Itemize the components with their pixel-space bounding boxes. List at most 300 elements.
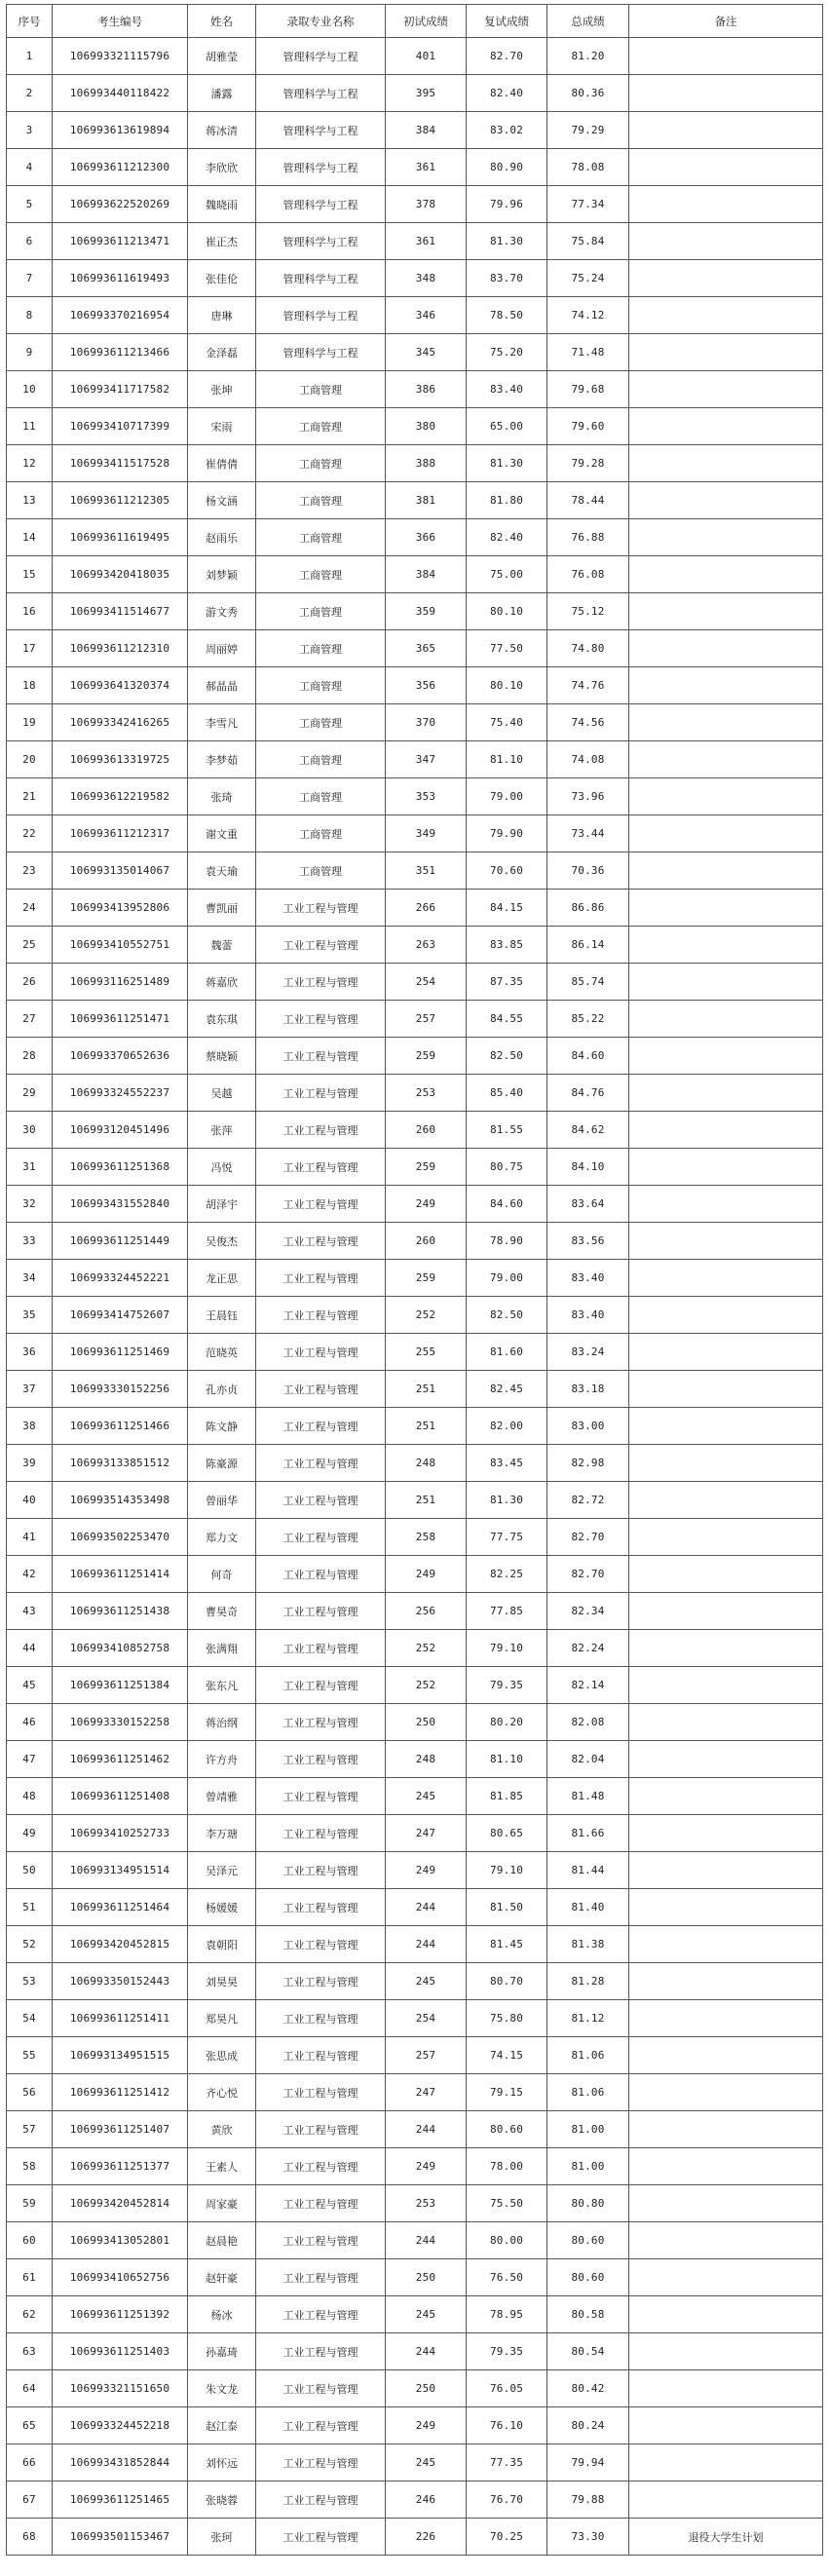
cell-retest-score: 80.20: [467, 1704, 547, 1741]
cell-name: 范晓英: [188, 1334, 256, 1371]
cell-candidate-id: 106993611251384: [53, 1667, 188, 1704]
cell-major: 工业工程与管理: [256, 1186, 386, 1223]
cell-major: 管理科学与工程: [256, 297, 386, 334]
cell-name: 杨文涵: [188, 482, 256, 519]
cell-candidate-id: 106993611212310: [53, 630, 188, 667]
cell-total-score: 81.66: [547, 1815, 629, 1852]
cell-major: 工业工程与管理: [256, 2259, 386, 2296]
cell-remarks: [629, 1149, 823, 1186]
cell-retest-score: 81.45: [467, 1926, 547, 1963]
cell-major: 工业工程与管理: [256, 1112, 386, 1149]
cell-candidate-id: 106993330152258: [53, 1704, 188, 1741]
cell-total-score: 82.04: [547, 1741, 629, 1778]
cell-total-score: 74.56: [547, 704, 629, 741]
cell-index: 57: [7, 2111, 53, 2148]
cell-name: 张思成: [188, 2037, 256, 2074]
cell-retest-score: 79.10: [467, 1630, 547, 1667]
table-row: [7, 1445, 823, 1482]
cell-name: 赵江泰: [188, 2407, 256, 2444]
cell-initial-score: 257: [386, 2037, 467, 2074]
cell-index: 64: [7, 2370, 53, 2407]
cell-retest-score: 80.90: [467, 149, 547, 186]
cell-total-score: 81.48: [547, 1778, 629, 1815]
cell-major: 工业工程与管理: [256, 2074, 386, 2111]
cell-candidate-id: 106993613319725: [53, 741, 188, 778]
cell-name: 张佳伦: [188, 260, 256, 297]
cell-name: 李万瑭: [188, 1815, 256, 1852]
table-row: [7, 1038, 823, 1075]
cell-major: 管理科学与工程: [256, 223, 386, 260]
cell-major: 管理科学与工程: [256, 75, 386, 112]
cell-index: 52: [7, 1926, 53, 1963]
table-row: [7, 2259, 823, 2296]
cell-candidate-id: 106993324452218: [53, 2407, 188, 2444]
cell-total-score: 80.42: [547, 2370, 629, 2407]
table-row: [7, 1852, 823, 1889]
cell-remarks: [629, 1593, 823, 1630]
cell-initial-score: 252: [386, 1630, 467, 1667]
table-row: [7, 1741, 823, 1778]
cell-major: 工业工程与管理: [256, 2185, 386, 2222]
table-row: [7, 2000, 823, 2037]
cell-index: 2: [7, 75, 53, 112]
cell-name: 张珂: [188, 2519, 256, 2556]
table-row: [7, 2111, 823, 2148]
table-row: [7, 852, 823, 890]
cell-major: 工业工程与管理: [256, 1260, 386, 1297]
cell-index: 32: [7, 1186, 53, 1223]
cell-remarks: [629, 1371, 823, 1408]
cell-remarks: [629, 667, 823, 704]
cell-major: 工商管理: [256, 593, 386, 630]
cell-initial-score: 246: [386, 2481, 467, 2519]
cell-initial-score: 401: [386, 38, 467, 75]
header-candidate-id: 考生编号: [53, 5, 188, 38]
cell-remarks: [629, 1482, 823, 1519]
cell-remarks: [629, 260, 823, 297]
cell-total-score: 80.80: [547, 2185, 629, 2222]
cell-remarks: [629, 630, 823, 667]
table-row: [7, 408, 823, 445]
cell-index: 50: [7, 1852, 53, 1889]
cell-initial-score: 244: [386, 2333, 467, 2370]
cell-initial-score: 249: [386, 2148, 467, 2185]
cell-retest-score: 75.00: [467, 556, 547, 593]
table-row: [7, 593, 823, 630]
cell-retest-score: 83.70: [467, 260, 547, 297]
cell-index: 35: [7, 1297, 53, 1334]
cell-index: 9: [7, 334, 53, 371]
cell-remarks: [629, 1704, 823, 1741]
cell-remarks: [629, 1038, 823, 1075]
cell-index: 30: [7, 1112, 53, 1149]
cell-initial-score: 254: [386, 2000, 467, 2037]
cell-retest-score: 84.60: [467, 1186, 547, 1223]
cell-name: 胡雅莹: [188, 38, 256, 75]
table-row: [7, 297, 823, 334]
cell-index: 34: [7, 1260, 53, 1297]
cell-candidate-id: 106993611213471: [53, 223, 188, 260]
cell-retest-score: 77.85: [467, 1593, 547, 1630]
cell-remarks: [629, 149, 823, 186]
cell-initial-score: 361: [386, 223, 467, 260]
cell-candidate-id: 106993611251407: [53, 2111, 188, 2148]
cell-candidate-id: 106993501153467: [53, 2519, 188, 2556]
cell-index: 37: [7, 1371, 53, 1408]
cell-candidate-id: 106993411717582: [53, 371, 188, 408]
cell-candidate-id: 106993330152256: [53, 1371, 188, 1408]
cell-initial-score: 365: [386, 630, 467, 667]
cell-candidate-id: 106993414752607: [53, 1297, 188, 1334]
cell-retest-score: 81.10: [467, 1741, 547, 1778]
table-row: [7, 2037, 823, 2074]
cell-candidate-id: 106993611251465: [53, 2481, 188, 2519]
cell-major: 工业工程与管理: [256, 1889, 386, 1926]
table-row: [7, 1889, 823, 1926]
cell-candidate-id: 106993134951514: [53, 1852, 188, 1889]
cell-total-score: 80.60: [547, 2259, 629, 2296]
cell-retest-score: 75.80: [467, 2000, 547, 2037]
cell-name: 张东凡: [188, 1667, 256, 1704]
cell-retest-score: 78.90: [467, 1223, 547, 1260]
table-row: [7, 112, 823, 149]
cell-name: 魏晓雨: [188, 186, 256, 223]
cell-total-score: 75.24: [547, 260, 629, 297]
cell-index: 16: [7, 593, 53, 630]
cell-index: 36: [7, 1334, 53, 1371]
cell-total-score: 81.40: [547, 1889, 629, 1926]
cell-retest-score: 81.55: [467, 1112, 547, 1149]
cell-initial-score: 361: [386, 149, 467, 186]
cell-retest-score: 79.00: [467, 1260, 547, 1297]
cell-remarks: [629, 1408, 823, 1445]
cell-index: 49: [7, 1815, 53, 1852]
cell-name: 王素人: [188, 2148, 256, 2185]
cell-retest-score: 82.40: [467, 519, 547, 556]
cell-retest-score: 82.50: [467, 1038, 547, 1075]
cell-candidate-id: 106993410252733: [53, 1815, 188, 1852]
table-row: [7, 927, 823, 964]
table-row: [7, 186, 823, 223]
cell-index: 63: [7, 2333, 53, 2370]
header-major: 录取专业名称: [256, 5, 386, 38]
cell-index: 47: [7, 1741, 53, 1778]
cell-candidate-id: 106993611251471: [53, 1001, 188, 1038]
cell-retest-score: 81.50: [467, 1889, 547, 1926]
cell-initial-score: 248: [386, 1741, 467, 1778]
cell-name: 周家豪: [188, 2185, 256, 2222]
table-row: [7, 1334, 823, 1371]
cell-name: 游文秀: [188, 593, 256, 630]
cell-candidate-id: 106993411514677: [53, 593, 188, 630]
table-row: [7, 149, 823, 186]
cell-major: 工业工程与管理: [256, 2037, 386, 2074]
cell-major: 工业工程与管理: [256, 1593, 386, 1630]
cell-candidate-id: 106993133851512: [53, 1445, 188, 1482]
cell-total-score: 73.44: [547, 815, 629, 852]
cell-remarks: [629, 593, 823, 630]
cell-remarks: [629, 1186, 823, 1223]
cell-index: 66: [7, 2444, 53, 2481]
cell-name: 朱文龙: [188, 2370, 256, 2407]
cell-retest-score: 81.10: [467, 741, 547, 778]
cell-retest-score: 75.40: [467, 704, 547, 741]
cell-initial-score: 244: [386, 2111, 467, 2148]
cell-candidate-id: 106993611251466: [53, 1408, 188, 1445]
cell-major: 工业工程与管理: [256, 1519, 386, 1556]
cell-major: 工业工程与管理: [256, 1038, 386, 1075]
cell-index: 7: [7, 260, 53, 297]
cell-initial-score: 257: [386, 1001, 467, 1038]
cell-index: 21: [7, 778, 53, 815]
cell-index: 44: [7, 1630, 53, 1667]
table-row: [7, 1667, 823, 1704]
cell-remarks: [629, 2296, 823, 2333]
cell-total-score: 80.36: [547, 75, 629, 112]
cell-total-score: 85.22: [547, 1001, 629, 1038]
cell-major: 工商管理: [256, 630, 386, 667]
cell-candidate-id: 106993611619495: [53, 519, 188, 556]
cell-candidate-id: 106993410552751: [53, 927, 188, 964]
cell-remarks: [629, 38, 823, 75]
table-row: [7, 371, 823, 408]
cell-remarks: [629, 519, 823, 556]
cell-remarks: [629, 1852, 823, 1889]
cell-retest-score: 74.15: [467, 2037, 547, 2074]
cell-remarks: [629, 371, 823, 408]
cell-initial-score: 251: [386, 1371, 467, 1408]
cell-total-score: 80.60: [547, 2222, 629, 2259]
cell-retest-score: 82.45: [467, 1371, 547, 1408]
cell-initial-score: 247: [386, 1815, 467, 1852]
cell-name: 龙正思: [188, 1260, 256, 1297]
cell-remarks: [629, 1519, 823, 1556]
header-initial-score: 初试成绩: [386, 5, 467, 38]
cell-candidate-id: 106993611251377: [53, 2148, 188, 2185]
cell-initial-score: 259: [386, 1038, 467, 1075]
cell-retest-score: 85.40: [467, 1075, 547, 1112]
cell-index: 14: [7, 519, 53, 556]
table-row: [7, 1297, 823, 1334]
cell-name: 崔倩倩: [188, 445, 256, 482]
cell-index: 19: [7, 704, 53, 741]
cell-name: 蒋嘉欣: [188, 964, 256, 1001]
table-row: [7, 1519, 823, 1556]
cell-candidate-id: 106993611251411: [53, 2000, 188, 2037]
cell-initial-score: 247: [386, 2074, 467, 2111]
cell-index: 53: [7, 1963, 53, 2000]
header-retest-score: 复试成绩: [467, 5, 547, 38]
cell-total-score: 79.60: [547, 408, 629, 445]
cell-name: 蒋冰清: [188, 112, 256, 149]
cell-remarks: [629, 223, 823, 260]
cell-retest-score: 87.35: [467, 964, 547, 1001]
cell-total-score: 83.24: [547, 1334, 629, 1371]
cell-remarks: 退役大学生计划: [629, 2519, 823, 2556]
cell-major: 工业工程与管理: [256, 1556, 386, 1593]
cell-index: 41: [7, 1519, 53, 1556]
cell-index: 67: [7, 2481, 53, 2519]
cell-retest-score: 82.70: [467, 38, 547, 75]
cell-initial-score: 250: [386, 1704, 467, 1741]
cell-remarks: [629, 778, 823, 815]
cell-total-score: 74.12: [547, 297, 629, 334]
cell-name: 张晓蓉: [188, 2481, 256, 2519]
cell-candidate-id: 106993134951515: [53, 2037, 188, 2074]
cell-major: 工业工程与管理: [256, 1371, 386, 1408]
table-row: [7, 1371, 823, 1408]
cell-major: 管理科学与工程: [256, 260, 386, 297]
cell-retest-score: 81.30: [467, 445, 547, 482]
cell-name: 张萍: [188, 1112, 256, 1149]
cell-remarks: [629, 408, 823, 445]
cell-initial-score: 250: [386, 2370, 467, 2407]
cell-remarks: [629, 2148, 823, 2185]
cell-initial-score: 348: [386, 260, 467, 297]
cell-retest-score: 76.50: [467, 2259, 547, 2296]
cell-major: 工业工程与管理: [256, 1852, 386, 1889]
cell-index: 13: [7, 482, 53, 519]
cell-initial-score: 251: [386, 1408, 467, 1445]
cell-retest-score: 79.00: [467, 778, 547, 815]
cell-initial-score: 370: [386, 704, 467, 741]
cell-index: 62: [7, 2296, 53, 2333]
cell-index: 23: [7, 852, 53, 890]
cell-name: 张琦: [188, 778, 256, 815]
cell-candidate-id: 106993611251392: [53, 2296, 188, 2333]
table-row: [7, 2185, 823, 2222]
cell-remarks: [629, 1741, 823, 1778]
cell-name: 刘怀远: [188, 2444, 256, 2481]
cell-initial-score: 260: [386, 1112, 467, 1149]
table-row: [7, 2074, 823, 2111]
cell-total-score: 80.24: [547, 2407, 629, 2444]
cell-retest-score: 83.40: [467, 371, 547, 408]
cell-candidate-id: 106993611251469: [53, 1334, 188, 1371]
cell-retest-score: 76.05: [467, 2370, 547, 2407]
cell-total-score: 78.08: [547, 149, 629, 186]
cell-remarks: [629, 2370, 823, 2407]
cell-total-score: 75.12: [547, 593, 629, 630]
cell-remarks: [629, 2333, 823, 2370]
table-row: [7, 1223, 823, 1260]
cell-index: 45: [7, 1667, 53, 1704]
cell-candidate-id: 106993324552237: [53, 1075, 188, 1112]
cell-candidate-id: 106993411517528: [53, 445, 188, 482]
cell-initial-score: 249: [386, 1852, 467, 1889]
cell-index: 59: [7, 2185, 53, 2222]
cell-candidate-id: 106993611251414: [53, 1556, 188, 1593]
cell-total-score: 80.58: [547, 2296, 629, 2333]
cell-name: 赵雨乐: [188, 519, 256, 556]
cell-initial-score: 384: [386, 556, 467, 593]
cell-name: 张坤: [188, 371, 256, 408]
table-row: [7, 1075, 823, 1112]
cell-candidate-id: 106993350152443: [53, 1963, 188, 2000]
cell-major: 工业工程与管理: [256, 1815, 386, 1852]
cell-initial-score: 226: [386, 2519, 467, 2556]
cell-initial-score: 249: [386, 1556, 467, 1593]
cell-candidate-id: 106993413952806: [53, 890, 188, 927]
cell-major: 工商管理: [256, 445, 386, 482]
cell-major: 工商管理: [256, 778, 386, 815]
cell-initial-score: 245: [386, 1963, 467, 2000]
cell-total-score: 82.24: [547, 1630, 629, 1667]
cell-initial-score: 244: [386, 2222, 467, 2259]
cell-index: 18: [7, 667, 53, 704]
cell-remarks: [629, 2444, 823, 2481]
cell-candidate-id: 106993641320374: [53, 667, 188, 704]
cell-name: 孙嘉琦: [188, 2333, 256, 2370]
cell-major: 工业工程与管理: [256, 964, 386, 1001]
table-row: [7, 1556, 823, 1593]
cell-remarks: [629, 1815, 823, 1852]
cell-name: 郑昊凡: [188, 2000, 256, 2037]
cell-retest-score: 80.00: [467, 2222, 547, 2259]
cell-major: 工业工程与管理: [256, 2370, 386, 2407]
cell-total-score: 74.08: [547, 741, 629, 778]
cell-major: 工业工程与管理: [256, 2333, 386, 2370]
cell-major: 工业工程与管理: [256, 2000, 386, 2037]
cell-remarks: [629, 2222, 823, 2259]
cell-total-score: 81.20: [547, 38, 629, 75]
cell-remarks: [629, 1445, 823, 1482]
cell-major: 工商管理: [256, 852, 386, 890]
cell-retest-score: 81.30: [467, 223, 547, 260]
cell-index: 68: [7, 2519, 53, 2556]
table-row: [7, 75, 823, 112]
cell-total-score: 79.28: [547, 445, 629, 482]
cell-remarks: [629, 334, 823, 371]
cell-initial-score: 255: [386, 1334, 467, 1371]
table-row: [7, 1260, 823, 1297]
cell-retest-score: 78.95: [467, 2296, 547, 2333]
cell-total-score: 79.68: [547, 371, 629, 408]
cell-total-score: 73.96: [547, 778, 629, 815]
cell-name: 陈豪源: [188, 1445, 256, 1482]
cell-retest-score: 76.70: [467, 2481, 547, 2519]
cell-index: 55: [7, 2037, 53, 2074]
cell-retest-score: 83.45: [467, 1445, 547, 1482]
cell-total-score: 76.08: [547, 556, 629, 593]
cell-index: 60: [7, 2222, 53, 2259]
table-header-row: [7, 5, 823, 38]
cell-total-score: 81.00: [547, 2111, 629, 2148]
cell-remarks: [629, 482, 823, 519]
cell-major: 工业工程与管理: [256, 1926, 386, 1963]
cell-initial-score: 347: [386, 741, 467, 778]
cell-initial-score: 345: [386, 334, 467, 371]
cell-major: 工业工程与管理: [256, 1667, 386, 1704]
cell-name: 金泽磊: [188, 334, 256, 371]
cell-retest-score: 75.20: [467, 334, 547, 371]
cell-retest-score: 75.50: [467, 2185, 547, 2222]
cell-remarks: [629, 2000, 823, 2037]
cell-candidate-id: 106993611251412: [53, 2074, 188, 2111]
cell-total-score: 81.00: [547, 2148, 629, 2185]
cell-name: 吴越: [188, 1075, 256, 1112]
cell-major: 工商管理: [256, 408, 386, 445]
cell-major: 工商管理: [256, 556, 386, 593]
cell-index: 6: [7, 223, 53, 260]
table-row: [7, 334, 823, 371]
cell-index: 51: [7, 1889, 53, 1926]
cell-major: 管理科学与工程: [256, 186, 386, 223]
cell-remarks: [629, 815, 823, 852]
table-row: [7, 1704, 823, 1741]
table-row: [7, 2407, 823, 2444]
cell-index: 5: [7, 186, 53, 223]
